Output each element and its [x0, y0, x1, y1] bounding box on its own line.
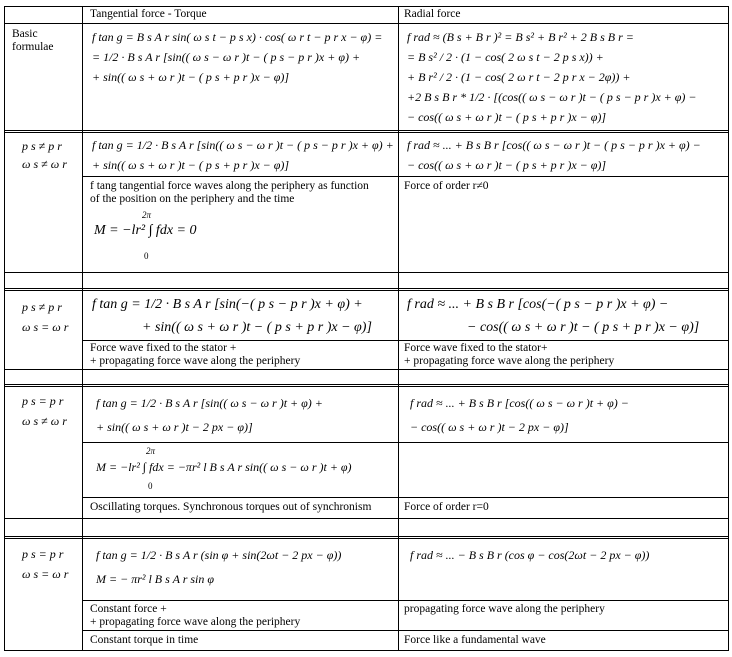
row-line: [82, 600, 729, 601]
row-label-basic-formulae: Basic formulae: [12, 28, 54, 53]
condition-p: p s ≠ p r: [22, 300, 62, 314]
condition-omega: ω s = ω r: [22, 320, 69, 334]
formula-tangential-line: f tan g = 1/2 · B s A r [sin(( ω s − ω r )t + φ) +: [96, 396, 323, 410]
description-radial: + propagating force wave along the periphery: [404, 355, 615, 367]
row-line: [4, 369, 729, 370]
formula-radial-line: f rad ≈ (B s + B r )² = B s² + B r² + 2 B s B r =: [407, 30, 634, 44]
description-radial: propagating force wave along the periphery: [404, 603, 605, 615]
formula-radial-line: +2 B s B r * 1/2 · [(cos(( ω s − ω r )t − ( p s − p r )x + φ) −: [407, 90, 697, 104]
row-line: [4, 290, 729, 291]
description-tangential: + propagating force wave along the periphery: [90, 616, 301, 628]
condition-omega: ω s = ω r: [22, 567, 69, 581]
formula-tangential-line: f tan g = B s A r sin( ω s t − p s x) · cos( ω r t − p r x − φ) =: [92, 30, 383, 44]
formula-radial-line: f rad ≈ ... + B s B r [cos(( ω s − ω r )t + φ) −: [410, 396, 629, 410]
formula-radial-line: f rad ≈ ... + B s B r [cos(( ω s − ω r )t − ( p s − p r )x + φ) −: [407, 138, 701, 152]
description-tangential: Force wave fixed to the stator +: [90, 342, 237, 354]
description-radial: Force of order r≠0: [404, 180, 489, 192]
row-line: [4, 6, 729, 7]
row-line: [82, 442, 729, 443]
integral-lower-limit: 0: [148, 481, 153, 491]
column-divider-2: [398, 6, 399, 651]
row-line: [82, 340, 729, 341]
formula-tangential-line: + sin(( ω s + ω r )t − 2 px − φ)]: [96, 420, 253, 434]
formula-tangential-line: f tan g = 1/2 · B s A r [sin(( ω s − ω r )t − ( p s − p r )x + φ) +: [92, 138, 394, 152]
formula-tangential-line: + sin(( ω s + ω r )t − ( p s + p r )x − φ)]: [92, 70, 290, 84]
header-radial: Radial force: [404, 8, 461, 20]
torque-formula: M = −lr² ∫ fdx = −πr² l B s A r sin(( ω s − ω r )t + φ): [96, 460, 352, 474]
formula-tangential-line: + sin(( ω s + ω r )t − ( p s + p r )x − φ)]: [142, 320, 372, 335]
row-line: [4, 386, 729, 387]
condition-p: p s = p r: [22, 547, 64, 561]
formula-radial-line: − cos(( ω s + ω r )t − ( p s + p r )x − φ)]: [467, 320, 700, 335]
formula-tangential-line: f tan g = 1/2 · B s A r [sin(−( p s − p r )x + φ) +: [92, 297, 363, 312]
condition-omega: ω s ≠ ω r: [22, 157, 67, 171]
condition-p: p s ≠ p r: [22, 139, 62, 153]
row-line: [82, 630, 729, 631]
row-line: [82, 497, 729, 498]
row-line: [4, 288, 729, 289]
description-radial: Force of order r=0: [404, 501, 489, 513]
formula-radial-line: f rad ≈ ... − B s B r (cos φ − cos(2ωt − 2 px − φ)): [410, 548, 650, 562]
description-tangential: Oscillating torques. Synchronous torques out of synchronism: [90, 501, 372, 513]
torque-formula: M = −lr² ∫ fdx = 0: [94, 223, 197, 238]
integral-lower-limit: 0: [144, 251, 149, 261]
formula-radial-line: + B r² / 2 · (1 − cos( 2 ω r t − 2 p r x − 2φ)) +: [407, 70, 631, 84]
row-line: [4, 132, 729, 133]
description-radial: Force wave fixed to the stator+: [404, 342, 548, 354]
description-tangential: of the position on the periphery and the time: [90, 193, 295, 205]
description-tangential: Constant torque in time: [90, 634, 199, 646]
row-line: [4, 650, 729, 651]
formula-tangential-line: f tan g = 1/2 · B s A r (sin φ + sin(2ωt − 2 px − φ)): [96, 548, 342, 562]
header-tangential: Tangential force - Torque: [90, 8, 207, 20]
formula-tangential-line: M = − πr² l B s A r sin φ: [96, 572, 215, 586]
row-line: [4, 272, 729, 273]
formula-radial-line: − cos(( ω s + ω r )t − 2 px − φ)]: [410, 420, 569, 434]
row-line: [4, 23, 729, 24]
row-line: [82, 176, 729, 177]
description-tangential: + propagating force wave along the periphery: [90, 355, 301, 367]
description-tangential: f tang tangential force waves along the periphery as function: [90, 180, 369, 192]
formula-tangential-line: + sin(( ω s + ω r )t − ( p s + p r )x − φ)]: [92, 158, 290, 172]
row-line: [4, 384, 729, 385]
row-line: [4, 130, 729, 131]
description-radial: Force like a fundamental wave: [404, 634, 546, 646]
formula-radial-line: − cos(( ω s + ω r )t − ( p s + p r )x − φ)]: [407, 158, 607, 172]
formula-radial-line: = B s² / 2 · (1 − cos( 2 ω s t − 2 p s x)) +: [407, 50, 604, 64]
row-line: [4, 538, 729, 539]
table-border-left: [4, 6, 5, 651]
condition-p: p s = p r: [22, 394, 64, 408]
row-line: [4, 536, 729, 537]
formula-radial-line: f rad ≈ ... + B s B r [cos(−( p s − p r )x + φ) −: [407, 297, 669, 312]
column-divider-1: [82, 6, 83, 651]
description-tangential: Constant force +: [90, 603, 167, 615]
integral-upper-limit: 2π: [146, 446, 156, 456]
formula-radial-line: − cos(( ω s + ω r )t − ( p s + p r )x − φ)]: [407, 110, 607, 124]
condition-omega: ω s ≠ ω r: [22, 414, 67, 428]
integral-upper-limit: 2π: [142, 210, 152, 220]
row-line: [4, 518, 729, 519]
table-border-right: [728, 6, 729, 651]
formula-tangential-line: = 1/2 · B s A r [sin(( ω s − ω r )t − ( p s − p r )x + φ) +: [92, 50, 361, 64]
